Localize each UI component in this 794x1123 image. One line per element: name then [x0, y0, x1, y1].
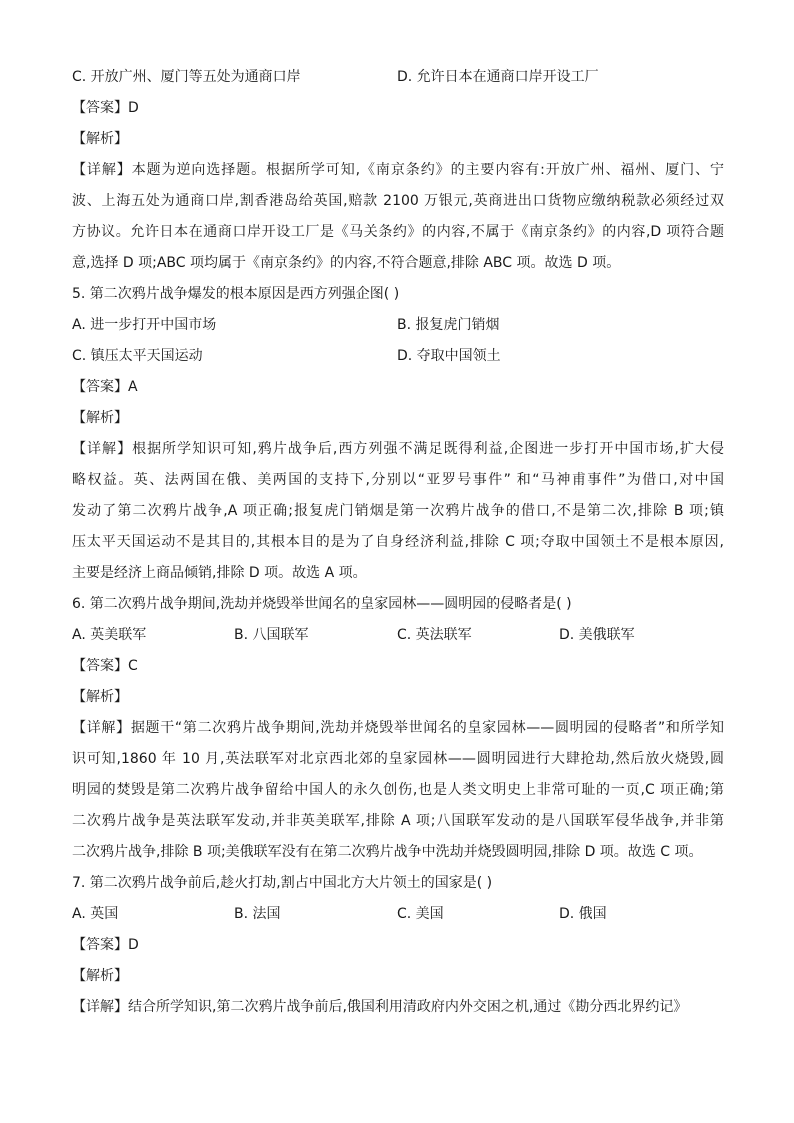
q6-option-d: D. 美俄联军: [559, 627, 635, 643]
q4-option-c: C. 开放广州、厦门等五处为通商口岸: [72, 69, 301, 85]
q5-detail-line-3: 发动了第二次鸦片战争,A 项正确;报复虎门销烟是第一次鸦片战争的借口,不是第二次,排除 B 项;镇: [72, 503, 724, 519]
q6-detail-line-4: 二次鸦片战争是英法联军发动,并非英美联军,排除 A 项;八国联军发动的是八国联军侵华战争,并非第: [72, 813, 724, 829]
q7-analysis-label: 【解析】: [72, 968, 128, 984]
q7-stem: 7. 第二次鸦片战争前后,趁火打劫,割占中国北方大片领土的国家是( ): [72, 875, 493, 891]
q5-detail-line-4: 压太平天国运动不是其目的,其根本目的是为了自身经济利益,排除 C 项;夺取中国领土不是根本原因,: [72, 534, 724, 550]
q6-detail-line-5: 二次鸦片战争,排除 B 项;美俄联军没有在第二次鸦片战争中洗劫并烧毁圆明园,排除 D 项。故选 C 项。: [72, 844, 703, 860]
q4-detail-line-1: 【详解】本题为逆向选择题。根据所学可知,《南京条约》的主要内容有:开放广州、福州、厦门、宁: [72, 162, 724, 178]
q6-stem: 6. 第二次鸦片战争期间,洗劫并烧毁举世闻名的皇家园林——圆明园的侵略者是( ): [72, 596, 572, 612]
q5-options-row-1: [72, 310, 724, 341]
document-page: [72, 62, 724, 1023]
q7-options-row: [72, 899, 724, 930]
q5-stem: 5. 第二次鸦片战争爆发的根本原因是西方列强企图( ): [72, 286, 400, 302]
q5-answer: 【答案】A: [72, 379, 138, 395]
q7-option-c: C. 美国: [397, 906, 444, 922]
q5-option-b: B. 报复虎门销烟: [397, 317, 500, 333]
q4-detail-line-2: 波、上海五处为通商口岸,割香港岛给英国,赔款 2100 万银元,英商进出口货物应缴纳税款必须经过双: [72, 193, 724, 209]
q4-answer: 【答案】D: [72, 100, 139, 116]
q6-detail-line-1: 【详解】据题干“第二次鸦片战争期间,洗劫并烧毁举世闻名的皇家园林——圆明园的侵略者”和所学知: [72, 720, 724, 736]
q7-detail-line-1: 【详解】结合所学知识,第二次鸦片战争前后,俄国利用清政府内外交困之机,通过《勘分西北界约记》: [72, 999, 688, 1015]
q5-analysis-label: 【解析】: [72, 410, 128, 426]
q7-option-b: B. 法国: [234, 906, 281, 922]
q4-analysis-label: 【解析】: [72, 131, 128, 147]
q6-option-a: A. 英美联军: [72, 627, 147, 643]
q7-option-d: D. 俄国: [559, 906, 607, 922]
q4-option-d: D. 允许日本在通商口岸开设工厂: [397, 69, 599, 85]
q5-detail-line-1: 【详解】根据所学知识可知,鸦片战争后,西方列强不满足既得利益,企图进一步打开中国市场,扩大侵: [72, 441, 724, 457]
q5-detail-line-2: 略权益。英、法两国在俄、美两国的支持下,分别以“亚罗号事件” 和“马神甫事件”为借口,对中国: [72, 472, 724, 488]
q4-detail-line-3: 方协议。允许日本在通商口岸开设工厂是《马关条约》的内容,不属于《南京条约》的内容,D 项符合题: [72, 224, 724, 240]
q6-analysis-label: 【解析】: [72, 689, 128, 705]
q6-options-row: [72, 620, 724, 651]
q5-option-d: D. 夺取中国领土: [397, 348, 501, 364]
q4-detail-line-4: 意,选择 D 项;ABC 项均属于《南京条约》的内容,不符合题意,排除 ABC 项。故选 D 项。: [72, 255, 621, 271]
q6-option-c: C. 英法联军: [397, 627, 472, 643]
q7-option-a: A. 英国: [72, 906, 119, 922]
q6-detail-line-2: 识可知,1860 年 10 月,英法联军对北京西北郊的皇家园林——圆明园进行大肆抢劫,然后放火烧毁,圆: [72, 751, 724, 767]
q7-answer: 【答案】D: [72, 937, 139, 953]
q6-detail-line-3: 明园的焚毁是第二次鸦片战争留给中国人的永久创伤,也是人类文明史上非常可耻的一页,C 项正确;第: [72, 782, 724, 798]
q5-option-c: C. 镇压太平天国运动: [72, 348, 203, 364]
q6-answer: 【答案】C: [72, 658, 138, 674]
q6-option-b: B. 八国联军: [234, 627, 309, 643]
q5-options-row-2: [72, 341, 724, 372]
q4-options-row: [72, 62, 724, 93]
q5-detail-line-5: 主要是经济上商品倾销,排除 D 项。故选 A 项。: [72, 565, 367, 581]
q5-option-a: A. 进一步打开中国市场: [72, 317, 217, 333]
